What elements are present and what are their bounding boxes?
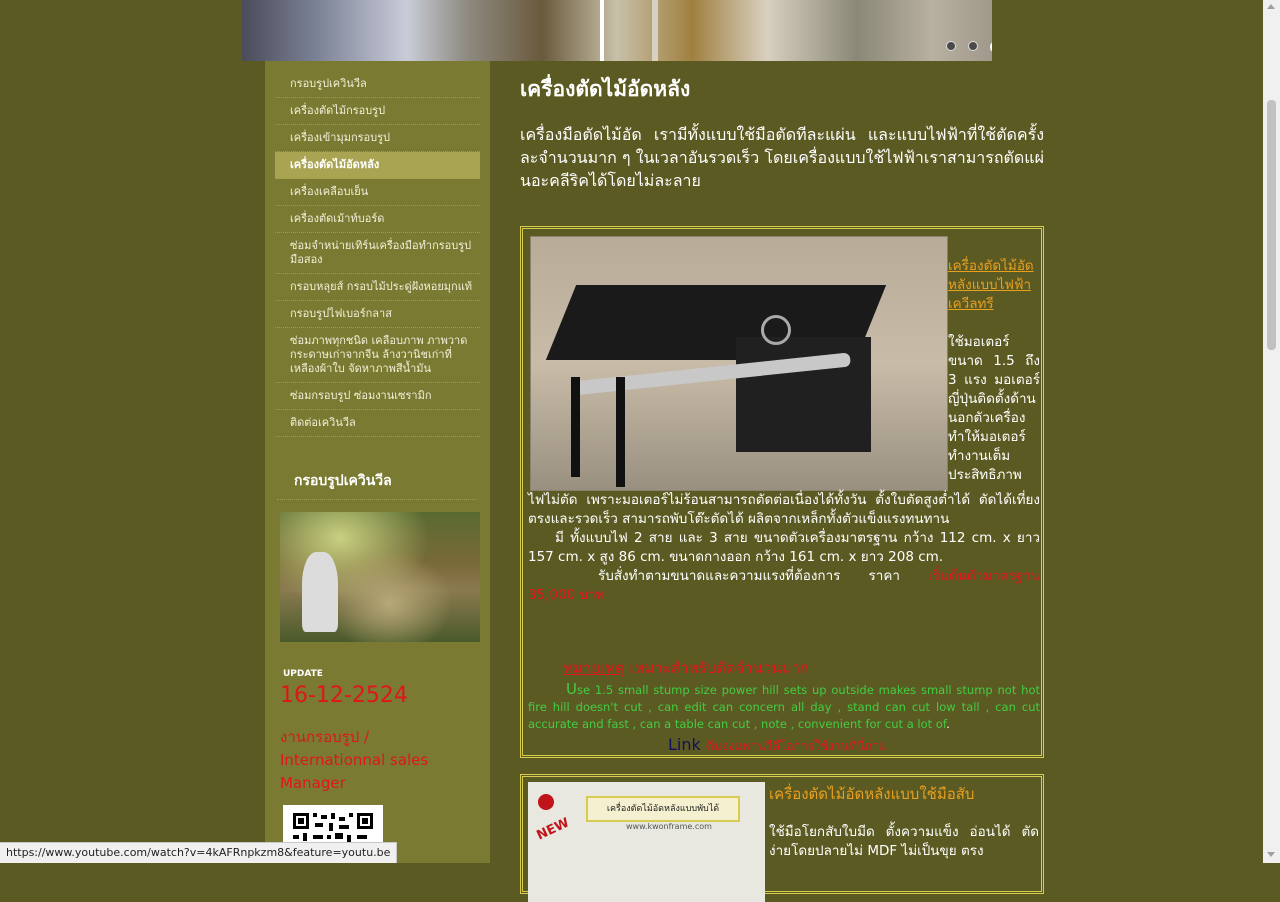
update-date: 16-12-2524 — [280, 683, 408, 708]
update-label: UPDATE — [283, 669, 323, 679]
banner-highlight — [652, 0, 658, 61]
header-banner — [242, 0, 992, 61]
english-text: se 1.5 small stump size power hill sets up outside makes small stump not hot fire hill doesn't cut , can edit can concern all day , stand can cut low tall , can cut accurate and fast , can a table can cut , note , convenient for cut a lot of — [528, 683, 1040, 731]
sidebar-item-backboard-cutter[interactable]: เครื่องตัดไม้อัดหลัง — [275, 152, 480, 179]
sidebar-painting-image — [280, 512, 480, 642]
vertical-scrollbar[interactable] — [1263, 0, 1280, 863]
banner-highlight — [600, 0, 604, 61]
product2-body-text: ใช้มือโยกสับใบมีด ตั้งความแข็ง อ่อนได้ ตัดง่ายโดยปลายไม่ MDF ไม่เป็นขุย ตรง — [769, 824, 1039, 859]
video-link-label[interactable]: Link — [668, 735, 701, 754]
sidebar-item-corner-joiner[interactable]: เครื่องเข้ามุมกรอบรูป — [275, 125, 480, 152]
page-title: เครื่องตัดไม้อัดหลัง — [520, 77, 691, 101]
sidebar-item-louis-frames[interactable]: กรอบหลุยส์ กรอบไม้ประดู่ฝังหอยมุกแท้ — [275, 274, 480, 301]
scroll-thumb[interactable] — [1267, 100, 1276, 350]
photo-banner-text: เครื่องตัดไม้อัดหลังแบบพับได้ — [586, 796, 740, 822]
english-period: . — [946, 717, 950, 731]
sidebar-item-fiberglass-frames[interactable]: กรอบรูปไฟเบอร์กลาส — [275, 301, 480, 328]
english-description — [528, 681, 1040, 733]
note-heading — [563, 656, 809, 680]
product-order-text: รับสั่งทำตามขนาดและความแรงที่ต้องการ ราคา — [598, 568, 900, 584]
sidebar-item-frame-cutter[interactable]: เครื่องตัดไม้กรอบรูป — [275, 98, 480, 125]
slider-dot[interactable] — [946, 41, 956, 51]
sidebar-menu — [275, 71, 480, 437]
brand-logo-icon — [538, 794, 554, 810]
product-spec-text: มี ทั้งแบบไฟ 2 สาย และ 3 สาย ขนาดตัวเครื่องมาตรฐาน กว้าง 112 cm. x ยาว 157 cm. x สูง 86 cm. ขนาดกางออก กว้าง 161 cm. x ยาว 208 cm. — [528, 530, 1040, 565]
sidebar-item-cold-laminator[interactable]: เครื่องเคลือบเย็น — [275, 179, 480, 206]
product-order-line — [528, 567, 1040, 605]
photo-new-label: NEW — [534, 815, 572, 844]
scroll-up-icon[interactable] — [1267, 4, 1275, 9]
english-initial: U — [566, 680, 577, 698]
sidebar — [265, 61, 490, 863]
product-card-electric — [520, 226, 1044, 758]
product-price-text: เริ่มต้นตัวมาตรฐาน 35,000 บาท — [528, 568, 1040, 603]
note-text: เหมาะสำหรับตัดจำนวนมาก — [629, 659, 809, 677]
scroll-down-icon[interactable] — [1267, 852, 1275, 857]
manager-text: งานกรอบรูป / Internationnal sales Manager — [280, 728, 429, 792]
video-link-row — [668, 735, 887, 756]
sidebar-item-used-tools[interactable]: ซ่อมจำหน่ายเทิร์นเครื่องมือทำกรอบรูปมือสอง — [275, 233, 480, 274]
product-body-text: ไฟไม่ตัด เพราะมอเตอร์ไม่ร้อนสามารถตัดต่อเนื่องได้ทั้งวัน ตั้งใบตัดสูงต่ำได้ ตัดได้เที่ยงตรงและรวดเร็ว สามารถพับโต๊ะตัดได้ ผลิตจากเหล็กทั้งตัวแข็งแรงทนทาน — [528, 492, 1040, 527]
saw-handwheel-shape — [761, 315, 791, 345]
saw-leg-shape — [616, 377, 625, 487]
saw-leg-shape — [571, 377, 580, 477]
pegasus-statue — [302, 552, 338, 632]
sidebar-item-frame-repair[interactable]: ซ่อมกรอบรูป ซ่อมงานเซรามิก — [275, 383, 480, 410]
slider-dot-active[interactable] — [990, 41, 992, 53]
sidebar-section-title: กรอบรูปเควินวีล — [277, 467, 477, 500]
saw-body-shape — [736, 337, 871, 452]
product-photo-electric-cutter[interactable] — [530, 236, 948, 491]
slider-dot[interactable] — [968, 41, 978, 51]
sidebar-item-mat-cutter[interactable]: เครื่องตัดเม้าท์บอร์ด — [275, 206, 480, 233]
video-link-text[interactable]: ดีมองมพานวีดีโอการใช้งานที่นี่กาม — [705, 739, 887, 753]
product-motor-text: ใช้มอเตอร์ขนาด 1.5 ถึง 3 แรง มอเตอร์ญี่ปุ่นติดตั้งด้านนอกตัวเครื่องทำให้มอเตอร์ทำงานเต็มประสิทธิภาพ — [948, 334, 1040, 483]
sidebar-item-painting-restoration[interactable]: ซ่อมภาพทุกชนิด เคลือบภาพ ภาพวาดกระดาษเก่าจากจีน ล้างวานิชเก่าที่เหลืองผ้าใบ จัดหาภาพสีน้ำมัน — [275, 328, 480, 383]
product2-title[interactable]: เครื่องตัดไม้อัดหลังแบบใช้มือสับ — [769, 785, 975, 803]
product-description — [528, 491, 1040, 605]
sidebar-item-frames[interactable]: กรอบรูปเควินวีล — [275, 71, 480, 98]
photo-url-text: www.kwonframe.com — [626, 822, 712, 831]
product-title-link[interactable]: เครื่องตัดไม้อัดหลังแบบไฟฟ้าเควีลทรี — [948, 258, 1034, 312]
intro-paragraph: เครื่องมือตัดไม้อัด เรามีทั้งแบบใช้มือตัดทีละแผ่น และแบบไฟฟ้าที่ใช้ตัดครั้งละจำนวนมาก ๆ ในเวลาอันรวดเร็ว โดยเครื่องแบบใช้ไฟฟ้าเราสามารถตัดแผ่นอะคลีริคได้โดยไม่ละลาย — [520, 125, 1044, 190]
slider-dots — [946, 41, 992, 53]
sidebar-item-contact[interactable]: ติดต่อเควินวีล — [275, 410, 480, 437]
product-card-manual — [520, 774, 1044, 894]
link-status-bar: https://www.youtube.com/watch?v=4kAFRnpkzm8&feature=youtu.be — [0, 842, 397, 863]
note-label: หมายเหตุ — [563, 659, 625, 677]
product-photo-manual-cutter[interactable] — [528, 782, 765, 902]
